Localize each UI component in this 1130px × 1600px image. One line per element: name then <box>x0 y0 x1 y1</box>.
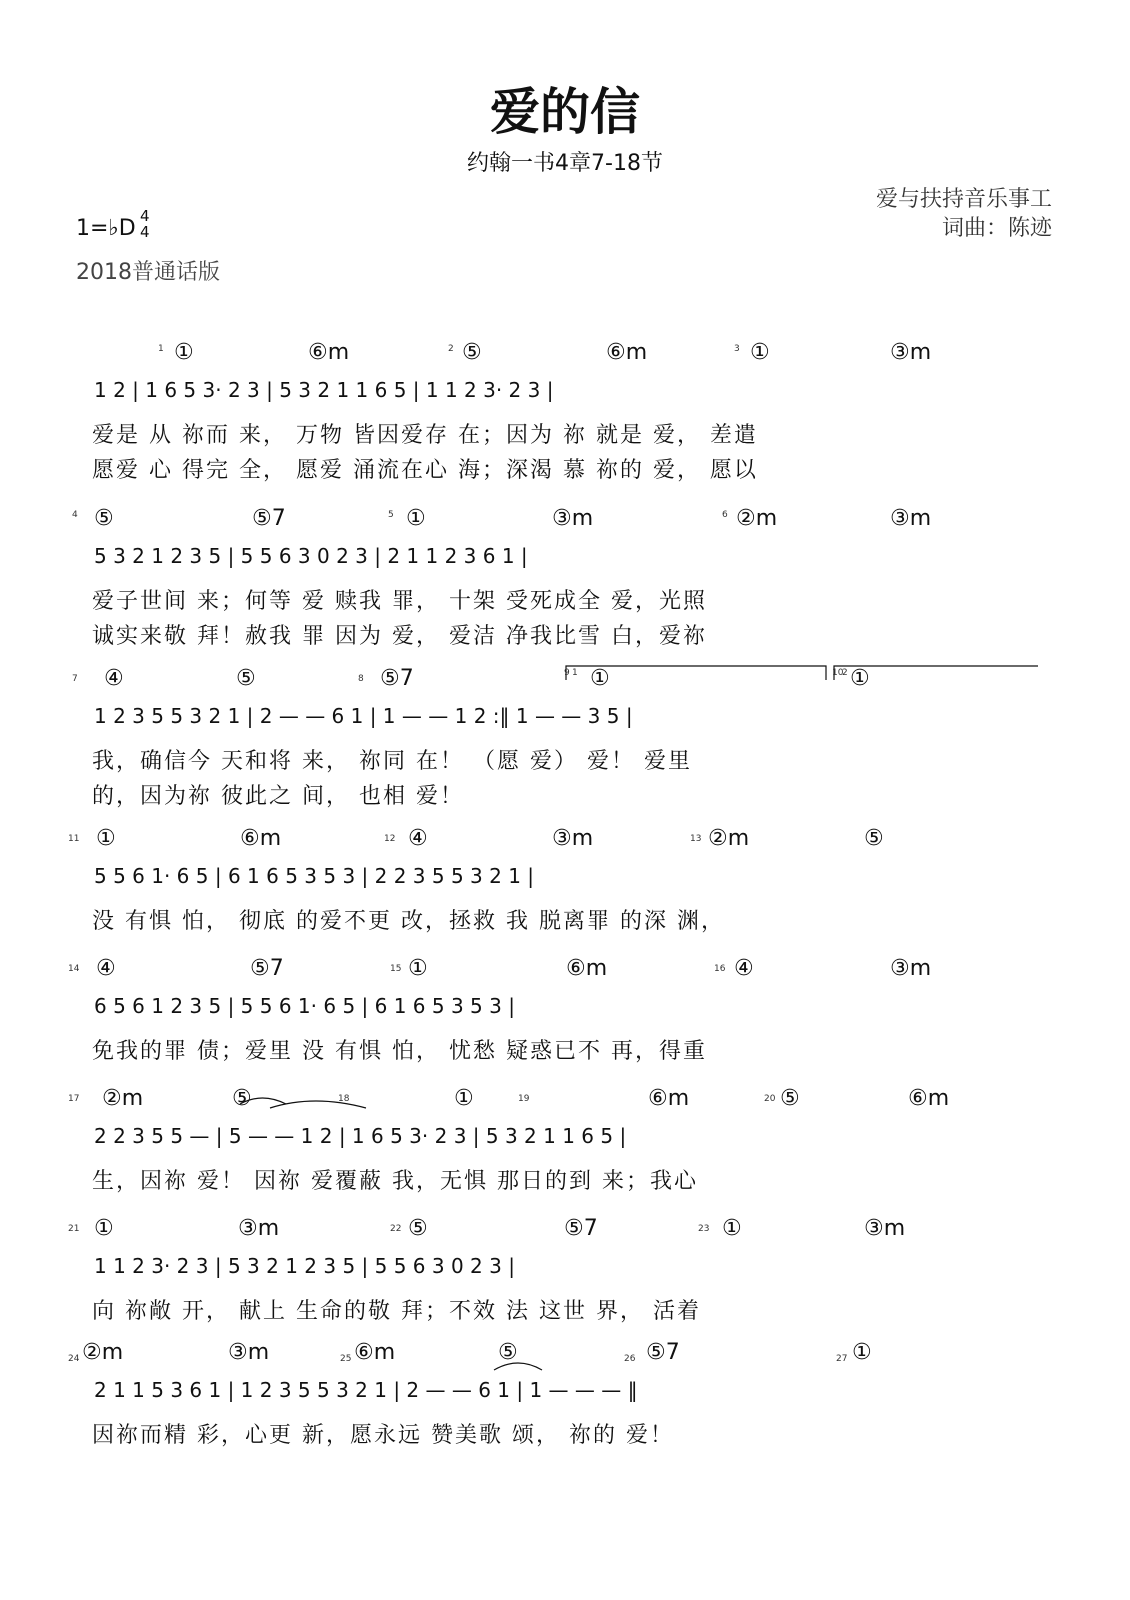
chord-symbol: ⑤7 <box>252 506 286 531</box>
edition-label: 2018普通话版 <box>76 260 220 285</box>
lyrics-verse-1: 免我的罪 债；爱里 没 有惧 怕， 忧愁 疑惑已不 再，得重 <box>92 1039 707 1064</box>
chord-symbol: ⑤ <box>864 826 884 851</box>
measure-number: 23 <box>698 1224 710 1234</box>
measure-number: 13 <box>690 834 702 844</box>
chord-symbol: ③m <box>890 956 932 981</box>
measure-number: 12 <box>384 834 396 844</box>
measure-number: 1 <box>158 344 164 354</box>
chord-symbol: ⑤ <box>408 1216 428 1241</box>
key-signature: 1=♭D <box>76 216 136 241</box>
chord-symbol: ③m <box>890 340 932 365</box>
measure-number: 4 <box>72 510 78 520</box>
chord-symbol: ③m <box>890 506 932 531</box>
volta-number: 2 <box>842 668 848 678</box>
measure-number: 21 <box>68 1224 80 1234</box>
chord-symbol: ④ <box>96 956 116 981</box>
measure-number: 5 <box>388 510 394 520</box>
measure-number: 17 <box>68 1094 80 1104</box>
measure-number: 2 <box>448 344 454 354</box>
score-row-6 <box>68 1086 1040 1206</box>
measure-number: 6 <box>722 510 728 520</box>
lyrics-verse-2: 诚实来敬 拜！赦我 罪 因为 爱， 爱洁 净我比雪 白，爱祢 <box>92 624 707 649</box>
chord-symbol: ②m <box>708 826 750 851</box>
jianpu-notes: 1 1 2 3· 2 3 | 5 3 2 1 2 3 5 | 5 5 6 3 0 2 3 | <box>94 1254 515 1278</box>
jianpu-notes: 5 5 6 1· 6 5 | 6 1 6 5 3 5 3 | 2 2 3 5 5 3 2 1 | <box>94 864 535 888</box>
score-row-1 <box>90 340 1040 483</box>
credit-publisher: 爱与扶持音乐事工 <box>875 187 1052 212</box>
chord-symbol: ⑥m <box>648 1086 690 1111</box>
chord-symbol: ① <box>852 1340 872 1365</box>
measure-number: 3 <box>734 344 740 354</box>
chord-symbol: ⑥m <box>566 956 608 981</box>
chord-symbol: ① <box>94 1216 114 1241</box>
score-row-4 <box>68 826 1040 946</box>
song-title: 爱的信 <box>490 83 640 141</box>
chord-symbol: ⑤ <box>232 1086 252 1111</box>
lyrics-verse-1: 我，确信今 天和将 来， 祢同 在！ （愿 爱） 爱！ 爱里 <box>92 749 692 774</box>
chord-symbol: ① <box>454 1086 474 1111</box>
chord-symbol: ②m <box>736 506 778 531</box>
measure-number: 22 <box>390 1224 402 1234</box>
time-signature-top: 4 <box>140 207 150 225</box>
chord-symbol: ③m <box>228 1340 270 1365</box>
chord-symbol: ① <box>174 340 194 365</box>
measure-number: 26 <box>624 1354 636 1364</box>
chord-symbol: ① <box>750 340 770 365</box>
chord-symbol: ① <box>406 506 426 531</box>
chord-symbol: ③m <box>238 1216 280 1241</box>
measure-number: 14 <box>68 964 80 974</box>
chord-symbol: ① <box>590 666 610 691</box>
jianpu-notes: 1 2 3 5 5 3 2 1 | 2 — — 6 1 | 1 — — 1 2 :‖ 1 — — 3 5 | <box>94 704 633 728</box>
chord-symbol: ④ <box>104 666 124 691</box>
song-subtitle: 约翰一书4章7-18节 <box>467 151 663 176</box>
measure-number: 11 <box>68 834 80 844</box>
score-row-5 <box>68 956 1040 1076</box>
jianpu-notes: 6 5 6 1 2 3 5 | 5 5 6 1· 6 5 | 6 1 6 5 3 5 3 | <box>94 994 515 1018</box>
measure-number: 27 <box>836 1354 848 1364</box>
chord-symbol: ③m <box>864 1216 906 1241</box>
chord-symbol: ⑤7 <box>250 956 284 981</box>
time-signature <box>140 208 150 240</box>
lyrics-verse-1: 因祢而精 彩，心更 新，愿永远 赞美歌 颂， 祢的 爱！ <box>92 1423 674 1448</box>
measure-number: 20 <box>764 1094 776 1104</box>
chord-symbol: ③m <box>552 826 594 851</box>
chord-symbol: ⑤7 <box>646 1340 680 1365</box>
score-row-2 <box>72 506 1040 649</box>
chord-symbol: ⑤7 <box>564 1216 598 1241</box>
lyrics-verse-2: 的，因为祢 彼此之 间， 也相 爱！ <box>92 784 464 809</box>
measure-number: 10 <box>832 668 844 678</box>
chord-symbol: ① <box>96 826 116 851</box>
score-row-3 <box>72 666 1040 809</box>
jianpu-notes: 1 2 | 1 6 5 3· 2 3 | 5 3 2 1 1 6 5 | 1 1 2 3· 2 3 | <box>94 378 554 402</box>
chord-symbol: ③m <box>552 506 594 531</box>
lyrics-verse-1: 向 祢敞 开， 献上 生命的敬 拜；不效 法 这世 界， 活着 <box>92 1299 701 1324</box>
measure-number: 18 <box>338 1094 350 1104</box>
chord-symbol: ① <box>722 1216 742 1241</box>
chord-symbol: ⑤ <box>94 506 114 531</box>
measure-number: 8 <box>358 674 364 684</box>
score-row-7 <box>68 1216 1040 1336</box>
lyrics-verse-1: 没 有惧 怕， 彻底 的爱不更 改，拯救 我 脱离罪 的深 渊， <box>92 909 725 934</box>
jianpu-notes: 2 2 3 5 5 — | 5 — — 1 2 | 1 6 5 3· 2 3 | 5 3 2 1 1 6 5 | <box>94 1124 627 1148</box>
chord-symbol: ⑥m <box>354 1340 396 1365</box>
chord-symbol: ⑥m <box>240 826 282 851</box>
lyrics-verse-1: 爱是 从 祢而 来， 万物 皆因爱存 在；因为 祢 就是 爱， 差遣 <box>92 423 758 448</box>
volta-number: 1 <box>572 668 578 678</box>
chord-symbol: ⑤ <box>462 340 482 365</box>
score-row-8 <box>68 1340 1040 1460</box>
chord-symbol: ②m <box>82 1340 124 1365</box>
measure-number: 24 <box>68 1354 80 1364</box>
chord-symbol: ⑥m <box>908 1086 950 1111</box>
lyrics-verse-1: 生，因祢 爱！ 因祢 爱覆蔽 我，无惧 那日的到 来；我心 <box>92 1169 698 1194</box>
chord-symbol: ④ <box>408 826 428 851</box>
chord-symbol: ⑥m <box>308 340 350 365</box>
chord-symbol: ① <box>408 956 428 981</box>
chord-symbol: ⑤ <box>498 1340 518 1365</box>
measure-number: 19 <box>518 1094 530 1104</box>
measure-number: 9 <box>564 668 570 678</box>
lyrics-verse-2: 愿爱 心 得完 全， 愿爱 涌流在心 海；深渴 慕 祢的 爱， 愿以 <box>92 458 758 483</box>
measure-number: 16 <box>714 964 726 974</box>
lyrics-verse-1: 爱子世间 来；何等 爱 赎我 罪， 十架 受死成全 爱，光照 <box>92 589 707 614</box>
measure-number: 15 <box>390 964 402 974</box>
measure-number: 7 <box>72 674 78 684</box>
chord-symbol: ⑤ <box>780 1086 800 1111</box>
time-signature-bottom: 4 <box>140 223 150 241</box>
chord-symbol: ④ <box>734 956 754 981</box>
jianpu-notes: 5 3 2 1 2 3 5 | 5 5 6 3 0 2 3 | 2 1 1 2 3 6 1 | <box>94 544 528 568</box>
measure-number: 25 <box>340 1354 352 1364</box>
chord-symbol: ⑤7 <box>380 666 414 691</box>
jianpu-notes: 2 1 1 5 3 6 1 | 1 2 3 5 5 3 2 1 | 2 — — 6 1 | 1 — — — ‖ <box>94 1378 638 1402</box>
chord-symbol: ⑤ <box>236 666 256 691</box>
chord-symbol: ②m <box>102 1086 144 1111</box>
chord-symbol: ⑥m <box>606 340 648 365</box>
chord-symbol: ① <box>850 666 870 691</box>
credit-composer: 词曲：陈迹 <box>941 216 1052 241</box>
